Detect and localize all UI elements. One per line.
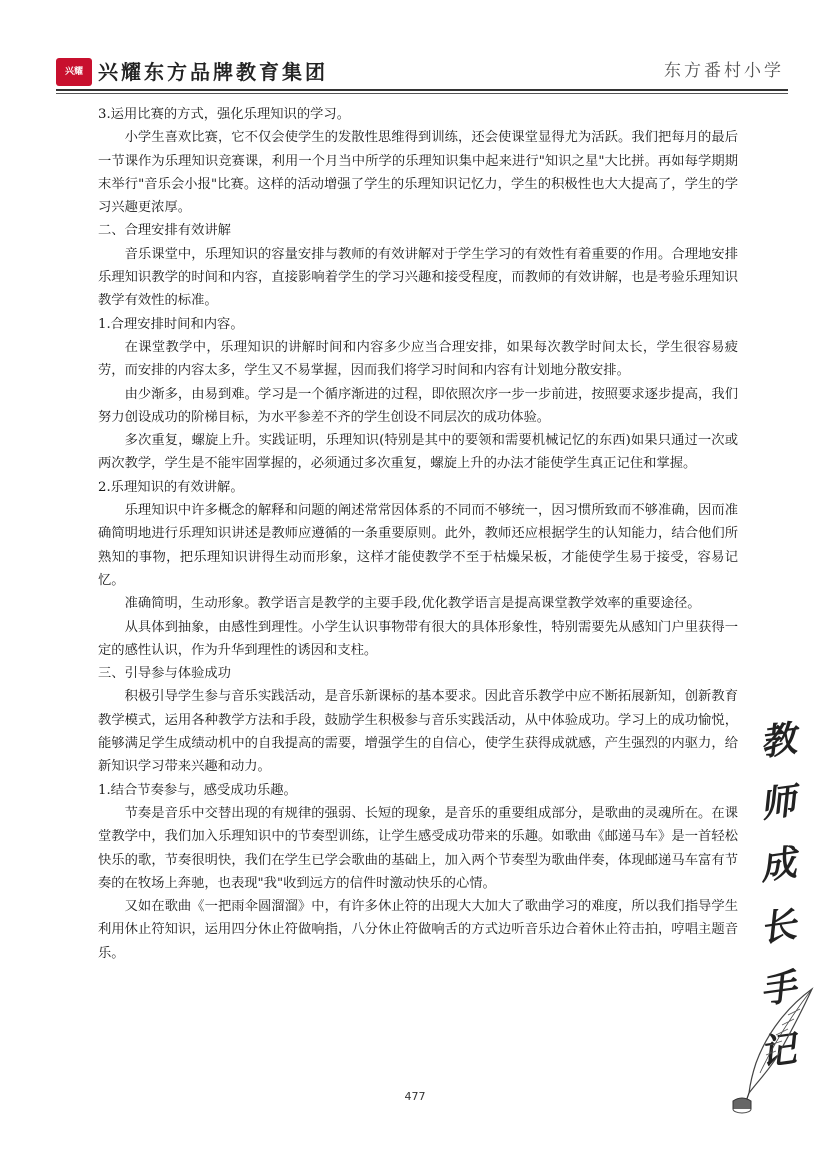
side-char: 长 (757, 903, 799, 951)
paragraph: 积极引导学生参与音乐实践活动，是音乐新课标的基本要求。因此音乐教学中应不断拓展新知，创新教育教学模式，运用各种教学方法和手段，鼓励学生积极参与音乐实践活动，从中体验成功。学习上的成功愉悦，能够满足学生成绩动机中的自我提高的需要，增强学生的自信心，使学生获得成就感，产生强烈的内驱力，给新知识学习带来兴趣和动力。 (98, 689, 738, 775)
body-text (98, 103, 738, 965)
paragraph: 又如在歌曲《一把雨伞圆溜溜》中，有许多休止符的出现大大加大了歌曲学习的难度，所以我们指导学生利用休止符知识，运用四分休止符做响指，八分休止符做响舌的方式边听音乐边合着休止符击拍，哼唱主题音乐。 (98, 899, 738, 961)
side-char: 手 (757, 965, 799, 1013)
paragraph: 由少渐多，由易到难。学习是一个循序渐进的过程，即依照次序一步一步前进，按照要求逐步提高，我们努力创设成功的阶梯目标，为水平参差不齐的学生创设不同层次的成功体验。 (98, 386, 738, 425)
section-heading: 三、引导参与体验成功 (98, 666, 231, 682)
logo-icon: 兴耀 (56, 58, 92, 86)
paragraph: 音乐课堂中，乐理知识的容量安排与教师的有效讲解对于学生学习的有效性有着重要的作用。合理地安排乐理知识教学的时间和内容，直接影响着学生的学习兴趣和接受程度，而教师的有效讲解，也是考验乐理知识教学有效性的标准。 (98, 246, 738, 309)
side-char: 师 (757, 779, 799, 827)
subheading: 2.乐理知识的有效讲解。 (98, 479, 244, 495)
paragraph: 在课堂教学中，乐理知识的讲解时间和内容多少应当合理安排，如果每次教学时间太长，学生很容易疲劳，而安排的内容太多，学生又不易掌握，因而我们将学习时间和内容有计划地分散安排。 (98, 339, 738, 379)
paragraph: 多次重复，螺旋上升。实践证明，乐理知识(特别是其中的要领和需要机械记忆的东西)如果只通过一次或两次教学，学生是不能牢固掌握的，必须通过多次重复，螺旋上升的办法才能使学生真正记住和掌握。 (98, 433, 738, 472)
section-heading: 二、合理安排有效讲解 (98, 223, 231, 239)
header-rule (56, 89, 788, 91)
side-char: 记 (757, 1027, 799, 1075)
paragraph: 小学生喜欢比赛，它不仅会使学生的发散性思维得到训练，还会使课堂显得尤为活跃。我们把每月的最后一节课作为乐理知识竞赛课，利用一个月当中所学的乐理知识集中起来进行"知识之星"大比拼。再如每学期期末举行"音乐会小报"比赛。这样的活动增强了学生的乐理知识记忆力，学生的积极性也大大提高了，学生的学习兴趣更浓厚。 (98, 130, 738, 216)
side-char: 教 (757, 717, 799, 765)
school-name: 东方番村小学 (664, 61, 784, 81)
side-char: 成 (757, 841, 799, 889)
subheading: 1.合理安排时间和内容。 (98, 316, 244, 332)
paragraph: 准确简明，生动形象。教学语言是教学的主要手段,优化教学语言是提高课堂教学效率的重要途径。 (124, 596, 701, 612)
paragraph: 乐理知识中许多概念的解释和问题的阐述常常因体系的不同而不够统一，因习惯所致而不够准确，因而准确简明地进行乐理知识讲述是教师应遵循的一条重要原则。此外，教师还应根据学生的认知能力，结合他们所熟知的事物，把乐理知识讲得生动而形象，这样才能使教学不至于枯燥呆板，才能使学生易于接受，容易记忆。 (98, 503, 738, 588)
paragraph: 从具体到抽象，由感性到理性。小学生认识事物带有很大的具体形象性，特别需要先从感知门户里获得一定的感性认识，作为升华到理性的诱因和支柱。 (98, 619, 738, 658)
paragraph: 节奏是音乐中交替出现的有规律的强弱、长短的现象，是音乐的重要组成部分，是歌曲的灵魂所在。在课堂教学中，我们加入乐理知识中的节奏型训练，让学生感受成功带来的乐趣。如歌曲《邮递马车》是一首轻松快乐的歌，节奏很明快，我们在学生已学会歌曲的基础上，加入两个节奏型为歌曲伴奏，体现邮递马车富有节奏的在牧场上奔驰，也表现"我"收到远方的信件时激动快乐的心情。 (98, 805, 738, 891)
page-number: 477 (404, 1090, 426, 1103)
group-name: 兴耀东方品牌教育集团 (98, 60, 328, 84)
subheading: 1.结合节奏参与，感受成功乐趣。 (98, 782, 297, 798)
page-header (0, 0, 830, 92)
header-rule-thin (56, 93, 788, 94)
paragraph: 3.运用比赛的方式，强化乐理知识的学习。 (98, 107, 351, 122)
